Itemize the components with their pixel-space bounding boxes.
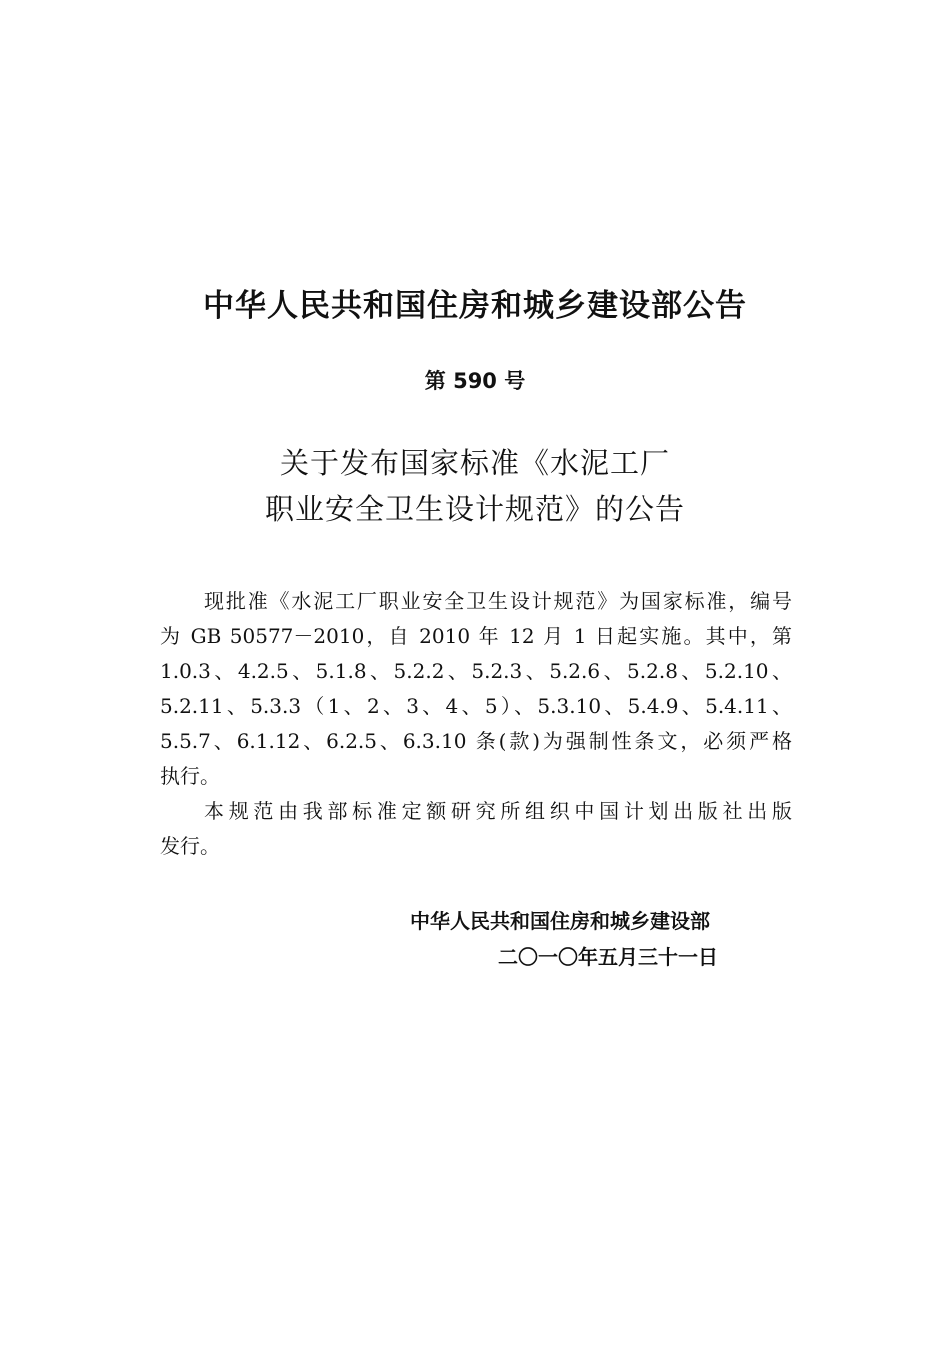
subtitle-line-1: 关于发布国家标准《水泥工厂 — [279, 446, 670, 480]
body-line: 本规范由我部标准定额研究所组织中国计划出版社出版 — [204, 799, 792, 823]
issuing-authority: 中华人民共和国住房和城乡建设部 — [410, 909, 710, 933]
body-line: 5.5.7、6.1.12、6.2.5、6.3.10 条(款)为强制性条文，必须严格 — [160, 729, 792, 753]
announcement-body — [160, 584, 792, 864]
signature-block — [410, 903, 750, 975]
paragraph-approval — [160, 584, 792, 794]
paragraph-publishing — [160, 794, 792, 864]
announcement-number: 第 590 号 — [424, 369, 526, 393]
body-line: 现批准《水泥工厂职业安全卫生设计规范》为国家标准，编号 — [204, 589, 792, 613]
body-line: 执行。 — [160, 764, 220, 788]
issue-date: 二〇一〇年五月三十一日 — [498, 945, 718, 969]
body-line: 为 GB 50577－2010，自 2010 年 12 月 1 日起实施。其中，第 — [160, 624, 792, 648]
body-line: 5.2.11、5.3.3（1、2、3、4、5）、5.3.10、5.4.9、5.4.11、 — [160, 694, 792, 718]
body-line: 发行。 — [160, 834, 220, 858]
announcement-title: 中华人民共和国住房和城乡建设部公告 — [203, 288, 747, 324]
body-line: 1.0.3、4.2.5、5.1.8、5.2.2、5.2.3、5.2.6、5.2.8、5.2.10、 — [160, 659, 792, 683]
subtitle-line-2: 职业安全卫生设计规范》的公告 — [264, 492, 685, 526]
